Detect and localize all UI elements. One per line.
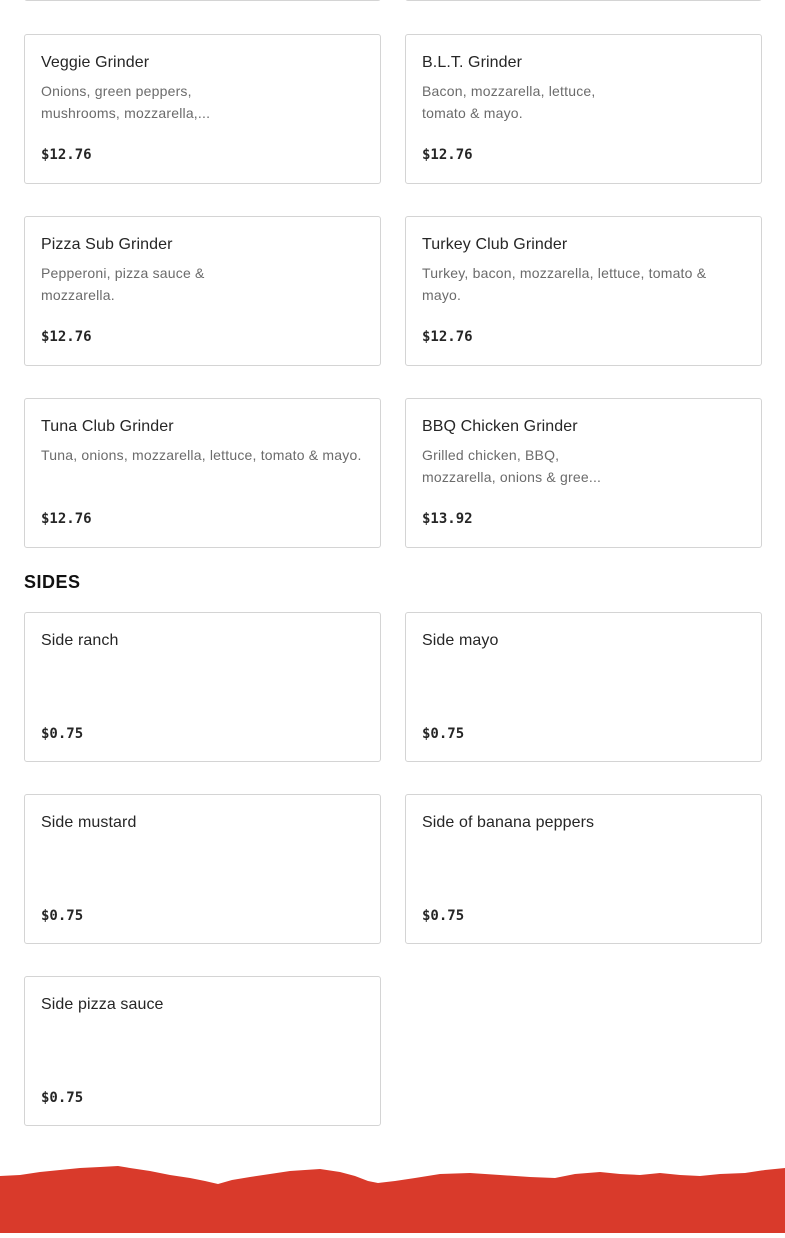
menu-item-price: $12.76 (41, 147, 92, 163)
menu-item-card[interactable] (24, 216, 381, 366)
menu-item-card[interactable] (405, 794, 762, 944)
menu-item-card[interactable] (405, 216, 762, 366)
menu-item-name: BBQ Chicken Grinder (422, 418, 578, 435)
menu-item-price: $12.76 (41, 329, 92, 345)
menu-item-name: Side pizza sauce (41, 996, 164, 1013)
menu-item-price: $0.75 (41, 908, 84, 924)
menu-item-card-partial[interactable] (405, 0, 762, 1)
menu-item-price: $13.92 (422, 511, 473, 527)
menu-item-price: $12.76 (41, 511, 92, 527)
menu-item-price: $12.76 (422, 147, 473, 163)
menu-item-card[interactable] (405, 398, 762, 548)
menu-item-name: Side ranch (41, 632, 119, 649)
menu-item-card[interactable] (405, 612, 762, 762)
menu-item-name: Pizza Sub Grinder (41, 236, 173, 253)
footer-torn-edge (0, 1162, 785, 1233)
menu-item-card[interactable] (24, 34, 381, 184)
menu-item-description: Turkey, bacon, mozzarella, lettuce, tomato & mayo. (422, 265, 707, 303)
menu-item-price: $0.75 (422, 908, 465, 924)
menu-item-name: Tuna Club Grinder (41, 418, 174, 435)
menu-item-description: Pepperoni, pizza sauce & mozzarella. (41, 265, 205, 303)
menu-item-name: Side of banana peppers (422, 814, 595, 831)
torn-paper-shape (0, 1162, 785, 1233)
menu-item-card-partial[interactable] (24, 0, 381, 1)
menu-item-description: Bacon, mozzarella, lettuce, tomato & mayo. (422, 83, 596, 121)
menu-item-card[interactable] (24, 976, 381, 1126)
menu-item-card[interactable] (405, 34, 762, 184)
menu-item-name: Side mayo (422, 632, 499, 649)
menu-item-name: Turkey Club Grinder (422, 236, 568, 253)
menu-item-description: Tuna, onions, mozzarella, lettuce, tomato & mayo. (41, 447, 362, 463)
menu-item-name: Veggie Grinder (41, 54, 150, 71)
menu-item-price: $0.75 (41, 1090, 84, 1106)
menu-item-card[interactable] (24, 398, 381, 548)
menu-item-name: Side mustard (41, 814, 137, 831)
menu-item-description: Onions, green peppers, mushrooms, mozzarella,... (41, 83, 211, 121)
menu-item-price: $0.75 (422, 726, 465, 742)
menu-item-card[interactable] (24, 794, 381, 944)
menu-item-description: Grilled chicken, BBQ, mozzarella, onions & gree... (422, 447, 602, 485)
menu-item-price: $0.75 (41, 726, 84, 742)
menu-item-name: B.L.T. Grinder (422, 54, 523, 71)
torn-paper-fill (0, 1166, 785, 1233)
menu-item-card[interactable] (24, 612, 381, 762)
menu-item-price: $12.76 (422, 329, 473, 345)
section-title-sides: SIDES (24, 572, 81, 592)
